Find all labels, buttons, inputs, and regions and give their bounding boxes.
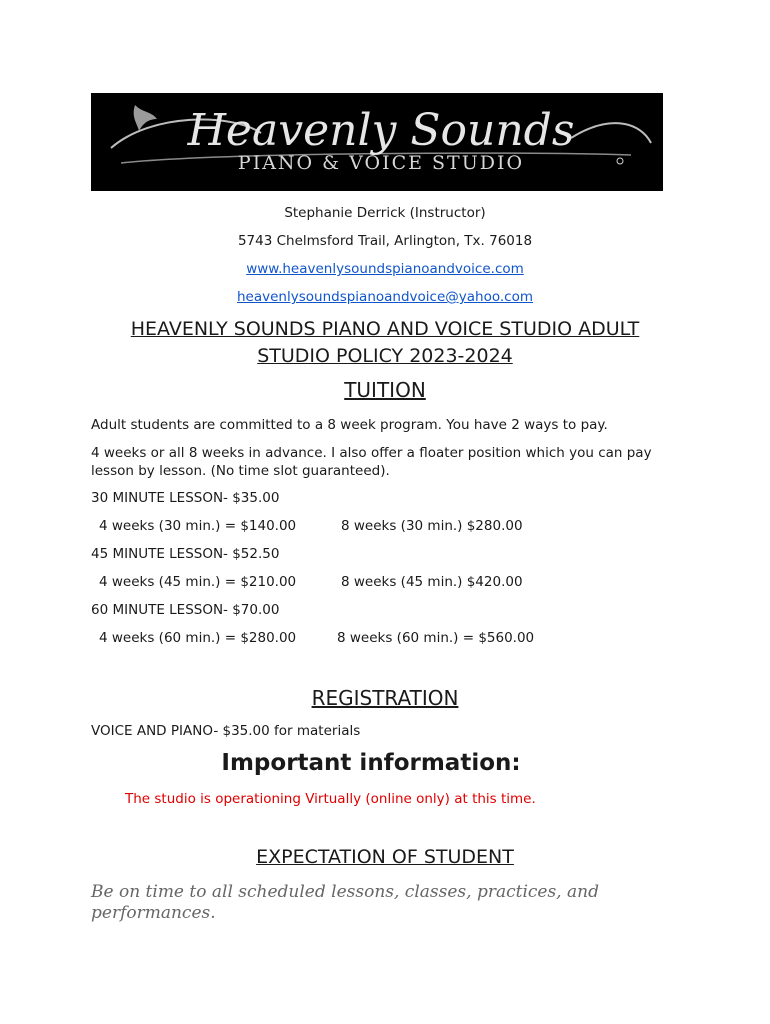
expectation-heading: EXPECTATION OF STUDENT bbox=[256, 846, 514, 868]
logo-subtitle: PIANO & VOICE STUDIO bbox=[237, 152, 525, 174]
lesson-60-eight-weeks: 8 weeks (60 min.) = $560.00 bbox=[337, 630, 535, 646]
lesson-30-eight-weeks: 8 weeks (30 min.) $280.00 bbox=[341, 518, 523, 534]
registration-fee: VOICE AND PIANO- $35.00 for materials bbox=[91, 723, 361, 739]
lesson-45-label: 45 MINUTE LESSON- $52.50 bbox=[91, 546, 280, 562]
studio-address: 5743 Chelmsford Trail, Arlington, Tx. 76018 bbox=[237, 233, 533, 249]
tuition-payment-options: 4 weeks or all 8 weeks in advance. I also offer a floater position which you can pay lesson by lesson. (No time slot guaranteed). bbox=[91, 445, 652, 479]
lesson-60-four-weeks: 4 weeks (60 min.) = $280.00 bbox=[99, 630, 297, 646]
lesson-45-four-weeks: 4 weeks (45 min.) = $210.00 bbox=[99, 574, 297, 590]
lesson-45-eight-weeks: 8 weeks (45 min.) $420.00 bbox=[341, 574, 523, 590]
tuition-intro: Adult students are committed to a 8 week program. You have 2 ways to pay. bbox=[91, 417, 608, 433]
lesson-30-label: 30 MINUTE LESSON- $35.00 bbox=[91, 490, 280, 506]
website-link[interactable]: www.heavenlysoundspianoandvoice.com bbox=[246, 261, 524, 277]
registration-heading: REGISTRATION bbox=[311, 686, 459, 710]
lesson-60-label: 60 MINUTE LESSON- $70.00 bbox=[91, 602, 280, 618]
logo-title: Heavenly Sounds bbox=[187, 105, 575, 156]
lesson-30-four-weeks: 4 weeks (30 min.) = $140.00 bbox=[99, 518, 297, 534]
email-link[interactable]: heavenlysoundspianoandvoice@yahoo.com bbox=[237, 289, 533, 305]
instructor-name: Stephanie Derrick (Instructor) bbox=[284, 205, 486, 221]
studio-logo bbox=[91, 93, 663, 191]
policy-title-line2: STUDIO POLICY 2023-2024 bbox=[257, 345, 513, 367]
expectation-text: Be on time to all scheduled lessons, classes, practices, and performances. bbox=[91, 882, 599, 923]
important-heading: Important information: bbox=[221, 750, 521, 776]
tuition-heading: TUITION bbox=[344, 378, 426, 402]
virtual-notice: The studio is operationing Virtually (online only) at this time. bbox=[125, 791, 536, 807]
policy-title-line1: HEAVENLY SOUNDS PIANO AND VOICE STUDIO ADULT bbox=[130, 318, 640, 340]
